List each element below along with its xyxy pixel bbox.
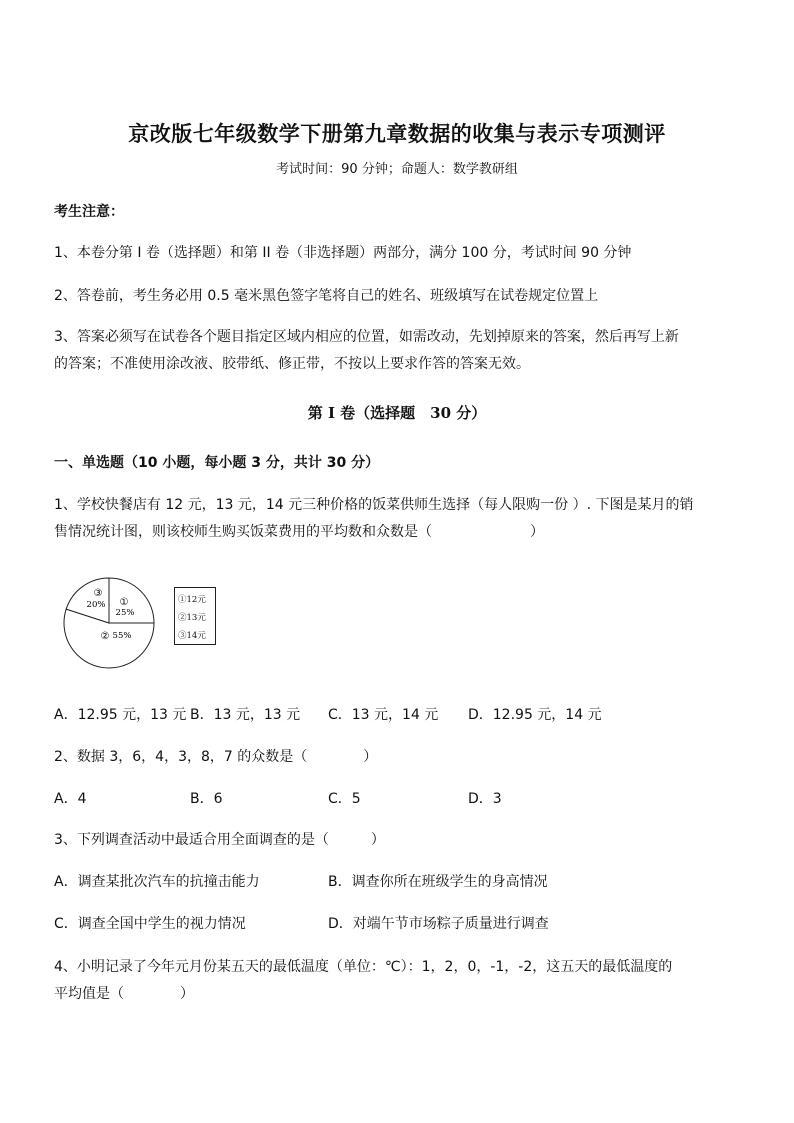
question-1-stem-line-1: 1、学校快餐店有 12 元，13 元，14 元三种价格的饭菜供师生选择（每人限购一份 ）. 下图是某月的销 (54, 497, 694, 513)
q3-option-c[interactable]: C．调查全国中学生的视力情况 (54, 916, 246, 932)
part-heading: 一、单选题（10 小题，每小题 3 分，共计 30 分） (54, 455, 380, 471)
question-4-stem-line-2: 平均值是（ ） (54, 986, 194, 1002)
legend-item-13: ②13元 (178, 613, 206, 623)
notice-item-3-cont: 的答案；不准使用涂改液、胶带纸、修正带，不按以上要求作答的答案无效。 (54, 356, 530, 372)
slice-2-marker: ② (100, 631, 110, 642)
exam-title: 京改版七年级数学下册第九章数据的收集与表示专项测评 (128, 121, 666, 146)
q1-option-d[interactable]: D．12.95 元，14 元 (468, 707, 602, 723)
q3-option-a[interactable]: A．调查某批次汽车的抗撞击能力 (54, 874, 260, 890)
question-3-stem: 3、下列调查活动中最适合用全面调查的是（ ） (54, 832, 385, 848)
question-2-stem: 2、数据 3，6，4，3，8，7 的众数是（ ） (54, 749, 378, 765)
q1-option-a[interactable]: A．12.95 元，13 元 (54, 707, 187, 723)
notice-item-2: 2、答卷前，考生务必用 0.5 毫米黑色签字笔将自己的姓名、班级填写在试卷规定位置上 (54, 288, 599, 304)
chart-legend (174, 587, 216, 645)
q2-option-d[interactable]: D．3 (468, 791, 502, 807)
section-title: 第 I 卷（选择题 30 分） (307, 404, 487, 422)
question-1-stem-line-2: 售情况统计图，则该校师生购买饭菜费用的平均数和众数是（ ） (54, 524, 544, 540)
exam-subtitle: 考试时间：90 分钟；命题人：数学教研组 (276, 162, 518, 177)
q2-option-a[interactable]: A．4 (54, 791, 87, 807)
pie-chart (62, 576, 156, 670)
q2-option-b[interactable]: B．6 (190, 791, 223, 807)
slice-1-percent: 25% (115, 608, 135, 618)
slice-3-percent: 20% (86, 600, 106, 610)
slice-1-marker: ① (119, 597, 129, 608)
q1-option-b[interactable]: B．13 元，13 元 (190, 707, 301, 723)
q3-option-d[interactable]: D．对端午节市场粽子质量进行调查 (328, 916, 549, 932)
q2-option-c[interactable]: C．5 (328, 791, 361, 807)
notice-item-1: 1、本卷分第 I 卷（选择题）和第 II 卷（非选择题）两部分，满分 100 分，考试时间 90 分钟 (54, 245, 632, 261)
question-4-stem-line-1: 4、小明记录了今年元月份某五天的最低温度（单位：℃）：1，2，0，-1，-2，这五天的最低温度的 (54, 959, 673, 975)
q3-option-b[interactable]: B．调查你所在班级学生的身高情况 (328, 874, 548, 890)
legend-item-12: ①12元 (178, 595, 206, 605)
notice-heading: 考生注意： (54, 204, 124, 220)
slice-2-percent: 55% (112, 631, 132, 641)
slice-3-marker: ③ (93, 588, 103, 599)
legend-item-14: ③14元 (178, 631, 206, 641)
q1-option-c[interactable]: C．13 元，14 元 (328, 707, 439, 723)
pie-slices (64, 578, 154, 668)
notice-item-3: 3、答案必须写在试卷各个题目指定区域内相应的位置，如需改动，先划掉原来的答案，然后再写上新 (54, 329, 679, 345)
